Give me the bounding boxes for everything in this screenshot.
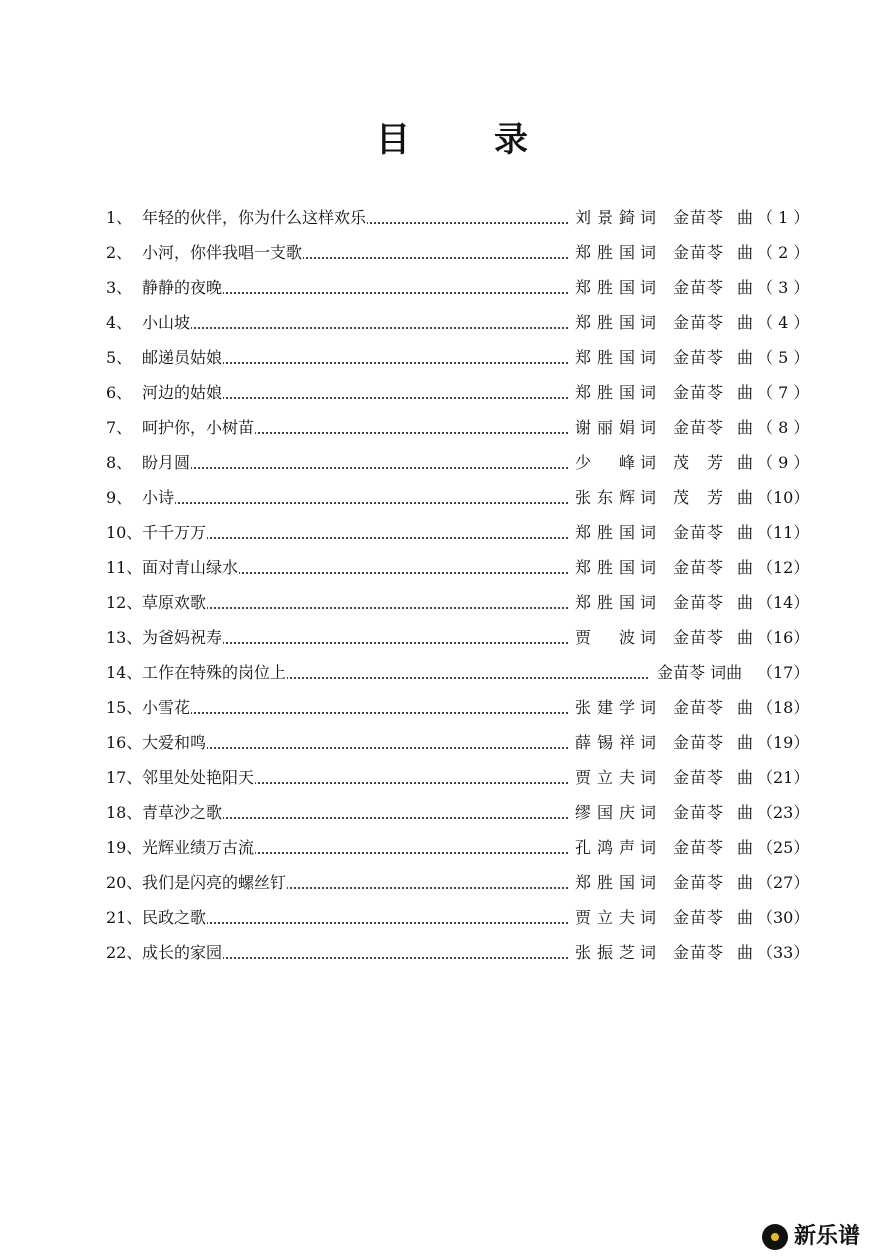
entry-composer-role: 曲 <box>737 348 754 367</box>
entry-title-with-leader <box>142 725 572 760</box>
entry-page-number: （ 1 ） <box>757 208 810 227</box>
entry-title: 成长的家园 <box>142 943 223 962</box>
toc-entry[interactable] <box>0 865 888 900</box>
entry-number: 6、 <box>106 383 133 402</box>
entry-composer: 金苗苓 <box>673 768 723 787</box>
entry-title: 小诗 <box>142 488 175 507</box>
entry-page-number: （ 4 ） <box>757 313 810 332</box>
entry-composer: 金苗苓 <box>673 698 723 717</box>
toc-entry[interactable] <box>0 620 888 655</box>
entry-lyricist: 郑胜国 <box>575 593 635 612</box>
entry-title: 年轻的伙伴，你为什么这样欢乐 <box>142 208 367 227</box>
entry-title: 小雪花 <box>142 698 191 717</box>
entry-composer-role: 曲 <box>737 488 754 507</box>
entry-lyricist-role: 词 <box>640 453 657 472</box>
entry-title: 呵护你，小树苗 <box>142 418 255 437</box>
entry-title: 面对青山绿水 <box>142 558 239 577</box>
music-disc-icon <box>762 1224 788 1250</box>
entry-page-number: （14） <box>757 593 810 612</box>
entry-lyricist-role: 词 <box>640 838 657 857</box>
entry-number: 10、 <box>106 523 143 542</box>
entry-title-with-leader <box>142 760 572 795</box>
entry-number: 8、 <box>106 453 133 472</box>
entry-composer: 金苗苓 <box>673 558 723 577</box>
entry-lyricist-role: 词 <box>640 243 657 262</box>
entry-composer: 茂 芳 <box>673 488 723 507</box>
entry-lyricist-role: 词 <box>640 313 657 332</box>
entry-number: 12、 <box>106 593 143 612</box>
entry-title-with-leader <box>142 235 572 270</box>
entry-lyricist: 郑胜国 <box>575 558 635 577</box>
entry-page-number: （27） <box>757 873 810 892</box>
entry-lyricist-role: 词 <box>640 348 657 367</box>
entry-composer-role: 曲 <box>737 523 754 542</box>
entry-composer: 茂 芳 <box>673 453 723 472</box>
entry-title: 盼月圆 <box>142 453 191 472</box>
entry-composer: 金苗苓 <box>673 348 723 367</box>
entry-lyricist: 少 峰 <box>575 453 635 472</box>
entry-title-with-leader <box>142 865 572 900</box>
entry-title: 邻里处处艳阳天 <box>142 768 255 787</box>
entry-lyricist: 薛锡祥 <box>575 733 635 752</box>
entry-page-number: （12） <box>757 558 810 577</box>
entry-lyricist-role: 词 <box>640 488 657 507</box>
entry-composer: 金苗苓 <box>673 873 723 892</box>
entry-number: 17、 <box>106 768 143 787</box>
entry-composer-role: 曲 <box>737 313 754 332</box>
entry-number: 1、 <box>106 208 133 227</box>
entry-page-number: （ 8 ） <box>757 418 810 437</box>
toc-entry[interactable] <box>0 760 888 795</box>
entry-composer-role: 曲 <box>737 418 754 437</box>
entry-title-with-leader <box>142 795 572 830</box>
entry-title-with-leader <box>142 340 572 375</box>
entry-number: 9、 <box>106 488 133 507</box>
entry-lyricist: 郑胜国 <box>575 278 635 297</box>
entry-number: 18、 <box>106 803 143 822</box>
table-of-contents <box>0 200 888 970</box>
entry-composer-role: 曲 <box>737 558 754 577</box>
page-title-char-2: 录 <box>494 120 528 160</box>
page-title <box>0 118 888 162</box>
entry-page-number: （ 3 ） <box>757 278 810 297</box>
entry-composer: 金苗苓 <box>673 208 723 227</box>
entry-page-number: （ 5 ） <box>757 348 810 367</box>
toc-entry[interactable] <box>0 900 888 935</box>
entry-composer-role: 曲 <box>737 208 754 227</box>
entry-lyricist: 郑胜国 <box>575 873 635 892</box>
entry-page-number: （19） <box>757 733 810 752</box>
toc-entry[interactable] <box>0 515 888 550</box>
entry-composer-role: 曲 <box>737 698 754 717</box>
entry-title: 工作在特殊的岗位上 <box>142 663 287 682</box>
toc-entry[interactable] <box>0 655 888 690</box>
entry-title-with-leader <box>142 515 572 550</box>
toc-entry[interactable] <box>0 935 888 970</box>
toc-entry[interactable] <box>0 305 888 340</box>
entry-title-with-leader <box>142 410 572 445</box>
entry-composer: 金苗苓 <box>673 943 723 962</box>
entry-page-number: （23） <box>757 803 810 822</box>
entry-title-with-leader <box>142 585 572 620</box>
toc-entry[interactable] <box>0 830 888 865</box>
toc-entry[interactable] <box>0 725 888 760</box>
entry-number: 11、 <box>106 558 143 577</box>
entry-composer-role: 曲 <box>737 803 754 822</box>
entry-composer: 金苗苓 <box>673 803 723 822</box>
entry-page-number: （16） <box>757 628 810 647</box>
entry-lyricist: 缪国庆 <box>575 803 635 822</box>
entry-lyricist: 贾立夫 <box>575 908 635 927</box>
toc-entry[interactable] <box>0 445 888 480</box>
entry-page-number: （18） <box>757 698 810 717</box>
toc-entry[interactable] <box>0 200 888 235</box>
toc-entry[interactable] <box>0 375 888 410</box>
entry-lyricist-role: 词 <box>640 733 657 752</box>
toc-entry[interactable] <box>0 410 888 445</box>
entry-number: 16、 <box>106 733 143 752</box>
entry-composer: 金苗苓 <box>673 383 723 402</box>
entry-title: 为爸妈祝寿 <box>142 628 223 647</box>
entry-title: 小河，你伴我唱一支歌 <box>142 243 303 262</box>
entry-number: 4、 <box>106 313 133 332</box>
entry-lyricist-role: 词 <box>640 698 657 717</box>
entry-composer-role: 曲 <box>737 453 754 472</box>
entry-lyricist: 贾 波 <box>575 628 635 647</box>
entry-lyricist-role: 词 <box>640 418 657 437</box>
entry-title-with-leader <box>142 620 572 655</box>
entry-lyricist-role: 词 <box>640 908 657 927</box>
entry-lyricist: 张东辉 <box>575 488 635 507</box>
entry-page-number: （30） <box>757 908 810 927</box>
entry-lyricist: 郑胜国 <box>575 243 635 262</box>
entry-title: 草原欢歌 <box>142 593 207 612</box>
entry-composer: 金苗苓 <box>673 628 723 647</box>
entry-title: 光辉业绩万古流 <box>142 838 255 857</box>
entry-page-number: （ 9 ） <box>757 453 810 472</box>
entry-composer-role: 曲 <box>737 873 754 892</box>
entry-number: 5、 <box>106 348 133 367</box>
entry-title-with-leader <box>142 200 572 235</box>
entry-number: 13、 <box>106 628 143 647</box>
entry-lyricist: 孔鸿声 <box>575 838 635 857</box>
entry-composer: 金苗苓 <box>673 278 723 297</box>
entry-composer-role: 曲 <box>737 943 754 962</box>
entry-composer-role: 曲 <box>737 908 754 927</box>
entry-number: 3、 <box>106 278 133 297</box>
entry-lyricist-role: 词 <box>640 278 657 297</box>
toc-entry[interactable] <box>0 480 888 515</box>
entry-title-with-leader <box>142 690 572 725</box>
entry-number: 14、 <box>106 663 143 682</box>
entry-number: 19、 <box>106 838 143 857</box>
entry-lyricist: 郑胜国 <box>575 523 635 542</box>
entry-title: 小山坡 <box>142 313 191 332</box>
entry-title-with-leader <box>142 305 572 340</box>
entry-lyricist-role: 词 <box>640 628 657 647</box>
entry-page-number: （33） <box>757 943 810 962</box>
entry-lyricist: 张振芝 <box>575 943 635 962</box>
entry-title: 青草沙之歌 <box>142 803 223 822</box>
toc-entry[interactable] <box>0 235 888 270</box>
entry-lyricist-role: 词 <box>640 803 657 822</box>
entry-number: 20、 <box>106 873 143 892</box>
entry-composer: 金苗苓 <box>673 593 723 612</box>
entry-composer: 金苗苓 <box>673 733 723 752</box>
entry-title-with-leader <box>142 480 572 515</box>
entry-composer: 金苗苓 <box>673 243 723 262</box>
entry-composer: 金苗苓 <box>673 418 723 437</box>
entry-title: 民政之歌 <box>142 908 207 927</box>
entry-title: 静静的夜晚 <box>142 278 223 297</box>
entry-composer: 金苗苓 <box>673 838 723 857</box>
entry-title-with-leader <box>142 935 572 970</box>
entry-title-with-leader <box>142 830 572 865</box>
entry-title: 邮递员姑娘 <box>142 348 223 367</box>
entry-page-number: （ 2 ） <box>757 243 810 262</box>
entry-lyricist-role: 词 <box>640 768 657 787</box>
toc-entry[interactable] <box>0 585 888 620</box>
entry-lyricist: 郑胜国 <box>575 313 635 332</box>
entry-page-number: （17） <box>757 663 810 682</box>
toc-entry[interactable] <box>0 340 888 375</box>
entry-lyricist-role: 词 <box>640 523 657 542</box>
entry-page-number: （21） <box>757 768 810 787</box>
entry-composer: 金苗苓 <box>673 523 723 542</box>
entry-lyricist-role: 词 <box>640 943 657 962</box>
entry-page-number: （25） <box>757 838 810 857</box>
entry-lyricist-role: 词 <box>640 873 657 892</box>
entry-composer-role: 曲 <box>737 768 754 787</box>
entry-composer-role: 曲 <box>737 733 754 752</box>
watermark-logo <box>762 1222 882 1252</box>
entry-title-with-leader <box>142 655 652 690</box>
entry-page-number: （11） <box>757 523 810 542</box>
entry-composer-role: 曲 <box>737 838 754 857</box>
entry-number: 7、 <box>106 418 133 437</box>
page-title-char-1: 目 <box>376 120 410 160</box>
entry-composer-role: 曲 <box>737 628 754 647</box>
entry-title: 千千万万 <box>142 523 207 542</box>
entry-number: 15、 <box>106 698 143 717</box>
entry-page-number: （ 7 ） <box>757 383 810 402</box>
entry-lyricist: 谢丽娟 <box>575 418 635 437</box>
entry-composer-lyricist: 金苗苓 词曲 <box>657 663 743 682</box>
entry-composer: 金苗苓 <box>673 313 723 332</box>
entry-number: 21、 <box>106 908 143 927</box>
entry-lyricist: 郑胜国 <box>575 348 635 367</box>
entry-title: 我们是闪亮的螺丝钉 <box>142 873 287 892</box>
entry-title-with-leader <box>142 270 572 305</box>
entry-composer: 金苗苓 <box>673 908 723 927</box>
entry-lyricist: 刘景錡 <box>575 208 635 227</box>
entry-composer-role: 曲 <box>737 278 754 297</box>
entry-composer-role: 曲 <box>737 243 754 262</box>
entry-lyricist: 张建学 <box>575 698 635 717</box>
entry-number: 22、 <box>106 943 143 962</box>
entry-lyricist-role: 词 <box>640 383 657 402</box>
entry-lyricist-role: 词 <box>640 558 657 577</box>
watermark-text: 新乐谱 <box>794 1224 861 1249</box>
toc-entry[interactable] <box>0 270 888 305</box>
entry-title: 大爱和鸣 <box>142 733 207 752</box>
entry-composer-role: 曲 <box>737 593 754 612</box>
entry-title-with-leader <box>142 375 572 410</box>
toc-entry[interactable] <box>0 690 888 725</box>
entry-page-number: （10） <box>757 488 810 507</box>
entry-number: 2、 <box>106 243 133 262</box>
toc-entry[interactable] <box>0 550 888 585</box>
entry-lyricist-role: 词 <box>640 593 657 612</box>
entry-lyricist: 郑胜国 <box>575 383 635 402</box>
entry-composer-role: 曲 <box>737 383 754 402</box>
entry-title-with-leader <box>142 550 572 585</box>
entry-title-with-leader <box>142 900 572 935</box>
entry-lyricist-role: 词 <box>640 208 657 227</box>
toc-entry[interactable] <box>0 795 888 830</box>
entry-lyricist: 贾立夫 <box>575 768 635 787</box>
entry-title: 河边的姑娘 <box>142 383 223 402</box>
entry-title-with-leader <box>142 445 572 480</box>
